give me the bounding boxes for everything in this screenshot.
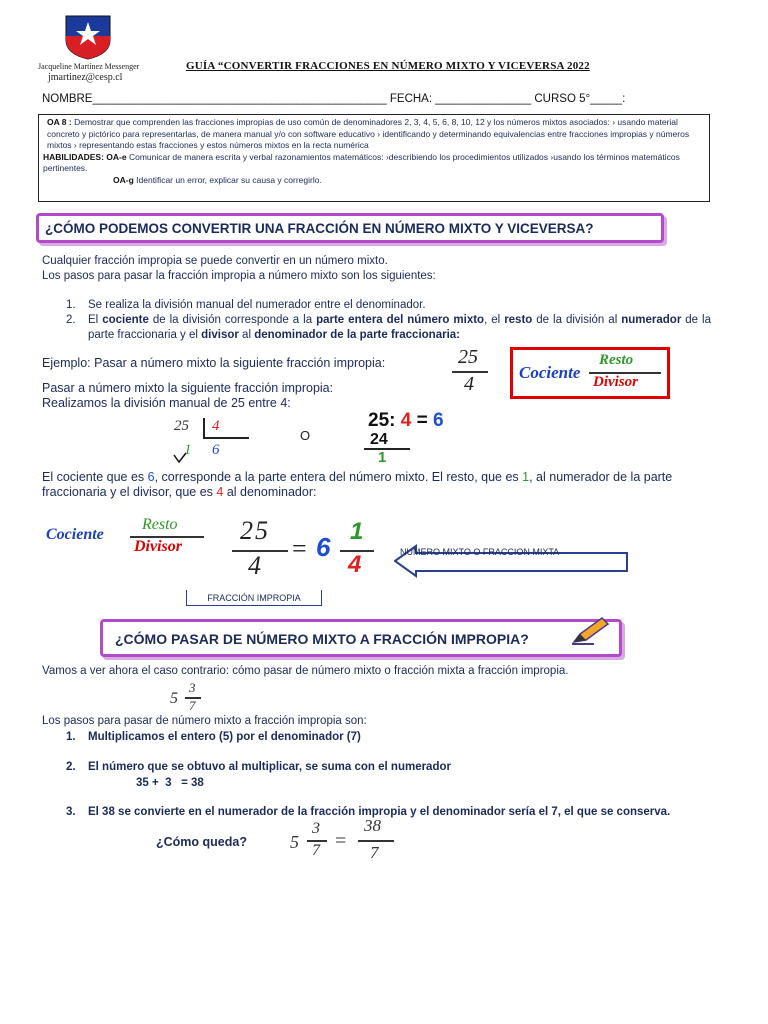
oa8-label: OA 8 : bbox=[47, 117, 72, 127]
formula2-resto: Resto bbox=[142, 516, 178, 533]
example-fraction-den: 4 bbox=[464, 373, 474, 395]
big-fraction-den: 4 bbox=[248, 551, 261, 580]
formula2-cociente: Cociente bbox=[46, 526, 104, 543]
step2-numerador: numerador bbox=[621, 314, 682, 326]
example-text: Ejemplo: Pasar a número mixto la siguiente fracción impropia: bbox=[42, 356, 386, 370]
division-remainder: 1 bbox=[184, 442, 192, 458]
teacher-email: jmartinez@cesp.cl bbox=[48, 72, 123, 83]
eq-subtract: 24 bbox=[370, 431, 388, 448]
arrow-label: NUMERO MIXTO O FRACCION MIXTA bbox=[400, 547, 560, 557]
division-equation bbox=[368, 410, 444, 432]
big-mixed-num: 1 bbox=[350, 518, 364, 545]
pasar-text: Pasar a número mixto la siguiente fracción impropia: bbox=[42, 381, 334, 395]
step2-parte-entera: parte entera del número mixto bbox=[316, 314, 485, 326]
formula-cociente: Cociente bbox=[519, 363, 581, 382]
eq-divisor: 4 bbox=[400, 410, 412, 431]
result-fden: 7 bbox=[370, 843, 379, 862]
result-den: 7 bbox=[312, 842, 320, 859]
section2-step-1-text: Multiplicamos el entero (5) por el denominador (7) bbox=[88, 731, 361, 743]
result-fnum: 38 bbox=[364, 816, 381, 835]
expl-quotient: 6 bbox=[147, 470, 155, 484]
intro-line-2: Los pasos para pasar la fracción impropia a número mixto son los siguientes: bbox=[42, 270, 436, 282]
section2-step-2-calc: 35 + 3 = 38 bbox=[136, 777, 204, 789]
mixed-num: 3 bbox=[189, 680, 196, 695]
intro-line-1: Cualquier fracción impropia se puede convertir en un número mixto. bbox=[42, 255, 388, 267]
school-shield-logo bbox=[64, 14, 112, 60]
section2-step-3-text: El 38 se convierte en el numerador de la fracción impropia y el denominador sería el 7, el que se conserva. bbox=[88, 806, 671, 818]
explanation-text bbox=[42, 470, 714, 500]
result-whole: 5 bbox=[290, 832, 299, 852]
eq-equals: = bbox=[411, 410, 433, 431]
result-fbar bbox=[358, 840, 394, 842]
expl-g: al denominador: bbox=[223, 485, 317, 499]
teacher-name: Jacqueline Martínez Messenger bbox=[38, 62, 140, 71]
step2-denominador: denominador bbox=[254, 329, 328, 341]
step-1: 1. Se realiza la división manual del numerador entre el denominador. bbox=[66, 299, 426, 311]
section1-banner: ¿CÓMO PODEMOS CONVERTIR UNA FRACCIÓN EN NÚMERO MIXTO Y VICEVERSA? bbox=[36, 213, 664, 243]
step2-cociente: cociente bbox=[102, 314, 149, 326]
expl-remainder: 1 bbox=[522, 470, 530, 484]
step2-e: , el bbox=[484, 314, 505, 326]
student-info-line: NOMBRE______________________________________________ FECHA: _______________ CURSO 5°_____: bbox=[42, 93, 626, 105]
big-equals: = bbox=[292, 534, 307, 563]
division-vertical-line bbox=[203, 418, 205, 438]
step2-resto: resto bbox=[504, 314, 533, 326]
division-quotient: 6 bbox=[212, 442, 220, 458]
eq-underline bbox=[364, 448, 410, 450]
division-dividend: 25 bbox=[174, 418, 189, 434]
expl-c: , corresponde a la parte entera del número mixto. El resto, que es bbox=[154, 470, 523, 484]
big-whole: 6 bbox=[316, 532, 331, 562]
section2-step-3: 3. El 38 se convierte en el numerador de la fracción impropia y el denominador sería el 7, el que se conserva. bbox=[66, 806, 671, 818]
formula2-divisor: Divisor bbox=[134, 538, 182, 555]
section2-step-2-text: El número que se obtuvo al multiplicar, se suma con el numerador bbox=[88, 761, 451, 773]
steps-list-1 bbox=[66, 298, 711, 343]
formula-divisor: Divisor bbox=[593, 374, 638, 390]
step2-c: de la división corresponde a la bbox=[148, 314, 317, 326]
check-mark-icon bbox=[173, 452, 187, 464]
big-mixed-den: 4 bbox=[348, 551, 362, 578]
oa8-text: Demostrar que comprenden las fracciones impropias de uso común de denominadores 2, 3, 4, 5, 6, 8, 10, 12 y los números mixtos asociados: › usando material concreto y pictórico para representarlas, de manera manual y/o con software educativo › identificando y determinando equivalencias entre fracciones impropias y números mixtos › representando estas fracciones y estos números mixtos en la recta numérica bbox=[47, 117, 690, 150]
o-separator: O bbox=[300, 428, 311, 443]
realizamos-text: Realizamos la división manual de 25 entre 4: bbox=[42, 396, 291, 410]
step2-k: al bbox=[238, 329, 255, 341]
expl-a: El cociente que es bbox=[42, 470, 148, 484]
objectives-box bbox=[38, 114, 710, 202]
eq-dividend: 25: bbox=[368, 410, 401, 431]
formula-box bbox=[510, 347, 670, 399]
big-fraction-num: 25 bbox=[240, 516, 270, 545]
section2-banner: ¿CÓMO PASAR DE NÚMERO MIXTO A FRACCIÓN IMPROPIA? bbox=[100, 619, 622, 657]
habilidades-text: Comunicar de manera escrita y verbal razonamientos matemáticos: ›describiendo los procedimientos utilizados ›usando los términos matemáticos pertinentes. bbox=[43, 151, 680, 173]
formula-resto: Resto bbox=[599, 352, 634, 368]
division-divisor: 4 bbox=[212, 418, 220, 434]
fraccion-impropia-label: FRACCIÓN IMPROPIA bbox=[186, 590, 322, 606]
step2-g: de la división al bbox=[532, 314, 622, 326]
section2-step-1: 1. Multiplicamos el entero (5) por el denominador (7) bbox=[66, 731, 361, 743]
mixed-den: 7 bbox=[189, 698, 196, 713]
oag-text: Identificar un error, explicar su causa y corregirlo. bbox=[136, 174, 322, 185]
step-1-text: Se realiza la división manual del numerador entre el denominador. bbox=[88, 299, 426, 311]
como-queda: ¿Cómo queda? bbox=[156, 835, 247, 849]
result-num: 3 bbox=[312, 820, 320, 837]
page-title: GUÍA “CONVERTIR FRACCIONES EN NÚMERO MIXTO Y VICEVERSA 2022 bbox=[186, 60, 590, 72]
step-2: 2. El cociente de la división corresponde a la parte entera del número mixto, el resto de la división al numerador de la parte fraccionaria y el divisor al denominador de la parte fraccionaria: bbox=[66, 314, 712, 341]
division-horizontal-line bbox=[203, 437, 249, 439]
result-equals: = bbox=[335, 830, 347, 852]
oag-label: OA-g bbox=[113, 174, 134, 185]
example-fraction-num: 25 bbox=[458, 346, 478, 368]
step2-m: de la parte fraccionaria: bbox=[327, 329, 460, 341]
habilidades-label: HABILIDADES: OA-e bbox=[43, 151, 127, 162]
expl-e: , al numerador de la parte fraccionaria y el divisor, que es bbox=[42, 470, 673, 499]
step2-i: de la parte fraccionaria y el bbox=[88, 314, 712, 341]
section2-intro: Vamos a ver ahora el caso contrario: cómo pasar de número mixto o fracción mixta a fracción impropia. bbox=[42, 665, 569, 677]
step2-a: El bbox=[88, 314, 103, 326]
section2-steps-intro: Los pasos para pasar de número mixto a fracción impropia son: bbox=[42, 715, 367, 727]
eq-remainder: 1 bbox=[378, 449, 387, 466]
step2-divisor: divisor bbox=[201, 329, 239, 341]
mixed-whole: 5 bbox=[170, 690, 178, 707]
expl-divisor: 4 bbox=[216, 485, 224, 499]
eq-quotient: 6 bbox=[432, 410, 444, 431]
pencil-icon bbox=[570, 616, 610, 646]
section2-step-2: 2. El número que se obtuvo al multiplicar, se suma con el numerador bbox=[66, 761, 451, 773]
